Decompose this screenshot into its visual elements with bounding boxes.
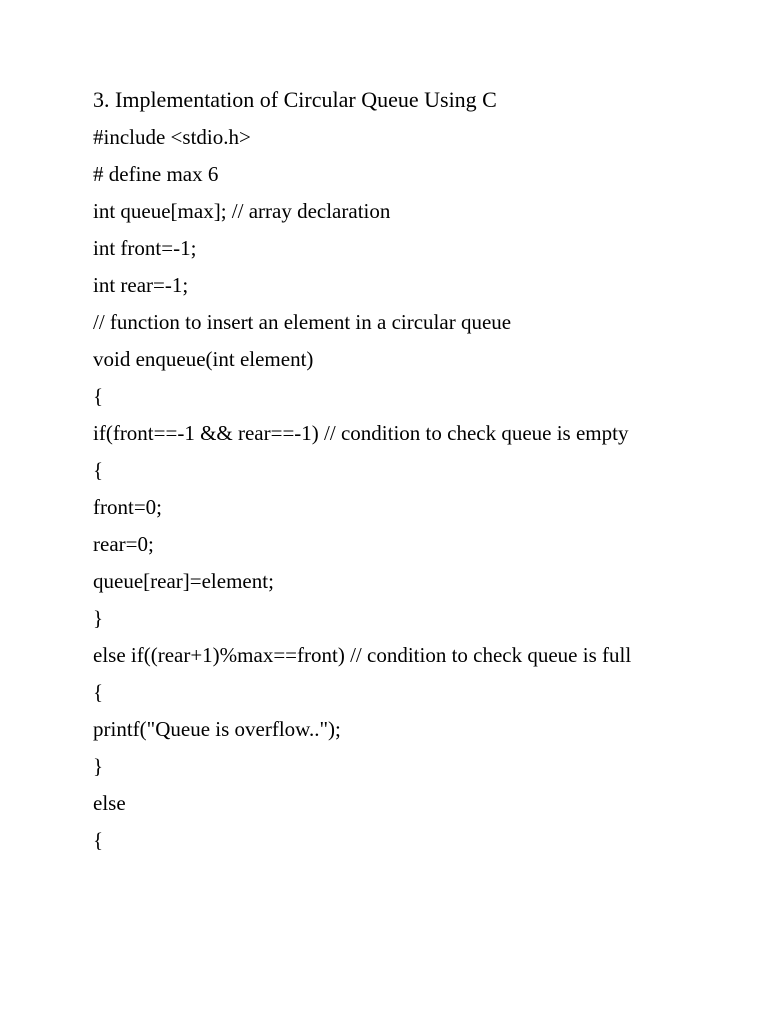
code-line-open-brace: { <box>93 680 104 704</box>
code-line-rear-zero: rear=0; <box>93 532 154 556</box>
code-line-empty-check: if(front==-1 && rear==-1) // condition to check queue is empty <box>93 421 629 445</box>
code-line-open-brace: { <box>93 828 104 852</box>
code-line-full-check: else if((rear+1)%max==front) // condition to check queue is full <box>93 643 632 667</box>
code-line-define-max: # define max 6 <box>93 162 219 186</box>
code-line-comment-insert: // function to insert an element in a circular queue <box>93 310 512 334</box>
code-line-close-brace: } <box>93 606 104 630</box>
code-line-front-zero: front=0; <box>93 495 162 519</box>
code-line-assign-element: queue[rear]=element; <box>93 569 274 593</box>
code-line-else: else <box>93 791 126 815</box>
code-line-open-brace: { <box>93 458 104 482</box>
code-line-rear-init: int rear=-1; <box>93 273 189 297</box>
code-line-enqueue-signature: void enqueue(int element) <box>93 347 314 371</box>
code-line-front-init: int front=-1; <box>93 236 197 260</box>
document-title: 3. Implementation of Circular Queue Using C <box>93 87 497 112</box>
code-line-printf-overflow: printf("Queue is overflow.."); <box>93 717 341 741</box>
code-line-include: #include <stdio.h> <box>93 125 251 149</box>
code-line-open-brace: { <box>93 384 104 408</box>
document-body <box>93 86 693 863</box>
code-line-close-brace: } <box>93 754 104 778</box>
code-line-queue-array: int queue[max]; // array declaration <box>93 199 391 223</box>
